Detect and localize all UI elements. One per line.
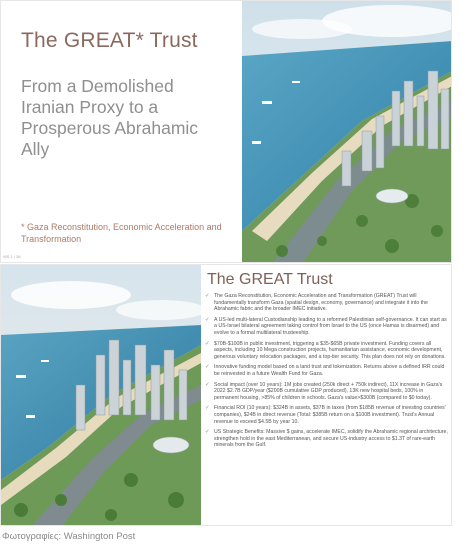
bullet-item (205, 293, 449, 313)
coastal-city-illustration-1 (242, 1, 452, 263)
bullet-text: A US-led multi-lateral Custodianship leading to a reformed Palestinian self-governance. It can start as a US-Israel bilateral agreement taking control from Israel to the US (once Hamas is disarmed) and evolve to a formal multilateral trusteeship. (214, 316, 447, 336)
slide-1 (0, 0, 452, 263)
slide-2 (0, 264, 452, 526)
slide-1-subtitle: From a Demolished Iranian Proxy to a Prosperous Abrahamic Ally (21, 76, 199, 159)
bullet-text: Social impact (over 10 years): 1M jobs created (250k direct + 750k indirect), 11X increase in Gaza's 2022 $2.7B GDP/year ($200B cumulative GDP produced), 13K new hospital beds, 100% in permanent housing, >85% of children in schools. Gaza's value>$300B (compared to $0 today). (214, 381, 443, 401)
slide-1-footnote: * Gaza Reconstitution, Economic Acceleration and Transformation (21, 222, 222, 244)
bullet-item (205, 382, 449, 402)
bullet-text: The Gaza Reconstitution, Economic Acceleration and Transformation (GREAT) Trust will fundamentally transform Gaza (spatial design, economy, governance) and integrate it into the Abrahamic fabric and the broader IMEC initiative. (214, 293, 428, 313)
bullet-text: US Strategic Benefits: Massive $ gains, accelerate IMEC, solidify the Abrahamic regional architecture, strengthen hold in the east Mediterranean, and secure US-industry access to $1.3T of rare-earth minerals from the Gulf. (214, 429, 448, 449)
photo-credit-caption: Φωτογραφίες: Washington Post (2, 531, 136, 542)
bullet-item (205, 317, 449, 337)
slide-2-title: The GREAT Trust (207, 271, 333, 288)
bullet-list (205, 293, 449, 453)
bullet-item (205, 364, 449, 377)
bullet-item (205, 405, 449, 425)
bullet-text: $70B-$100B in public investment, triggering a $35-$65B private investment. Funding covers all aspects, including 10 Mega construction projects, humanitarian assistance, economic development, generous voluntary relocation packages, and a top-tier security. This plan does not rely on donations. (214, 340, 446, 360)
bullet-item (205, 341, 449, 361)
slide-1-title: The GREAT* Trust (21, 29, 198, 52)
bullet-item (205, 429, 449, 449)
bullet-text: Financial ROI (10 years): $324B in assets, $37B in taxes (from $185B revenue of investing countries' companies), $24B in direct revenue (Total: $385B return on a $100B investment). Trust's Annual revenue to exceed $4.5B by year 10. (214, 405, 446, 425)
coastal-city-illustration-2 (1, 265, 201, 526)
bullet-text: Innovative funding model based on a land trust and tokenization. Returns above a defined IRR could be reinvested in a future Wealth Fund for Gaza. (214, 364, 445, 377)
slide-1-number: WS 1 / 36 (3, 254, 21, 259)
